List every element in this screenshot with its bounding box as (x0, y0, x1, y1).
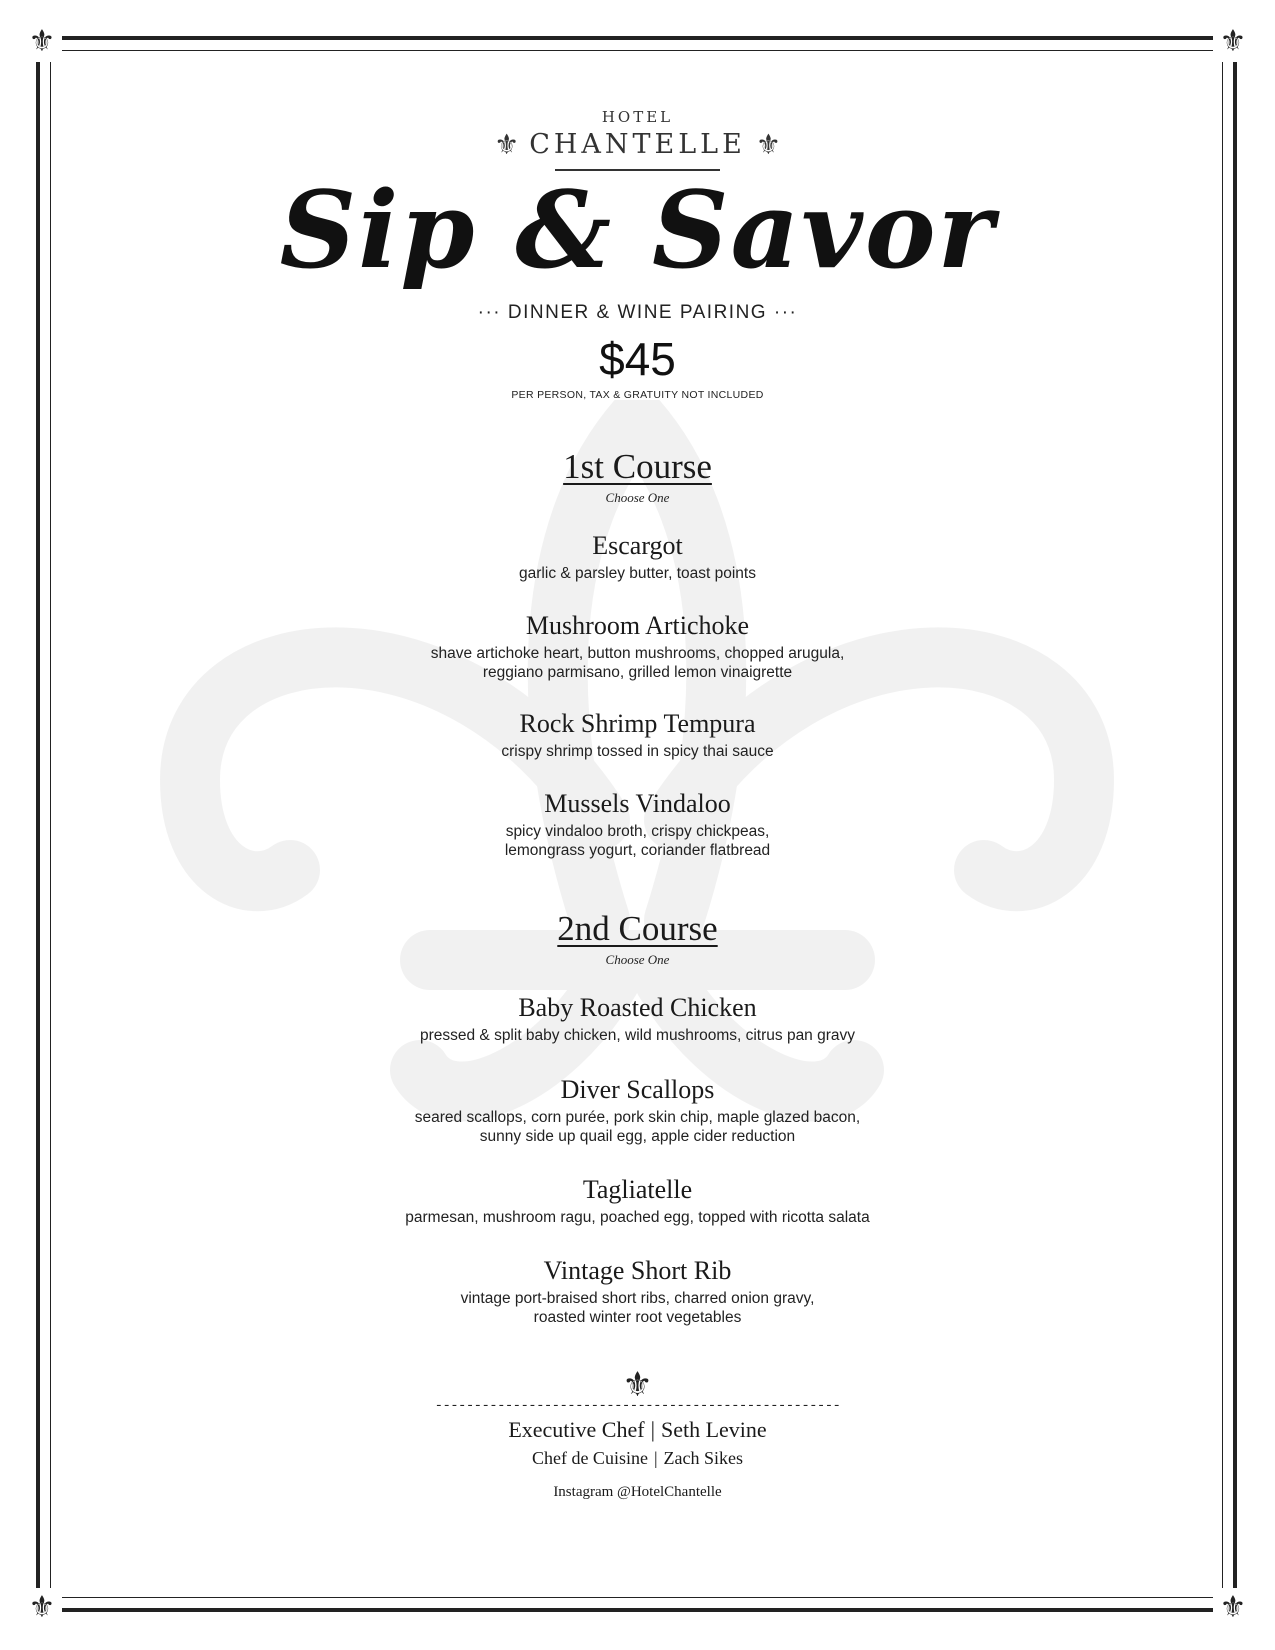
dashed-divider: ---------------------------------------------------- (434, 1398, 841, 1414)
dish-description: parmesan, mushroom ragu, poached egg, topped with ricotta salata (405, 1209, 870, 1226)
fleur-de-lis-icon: ⚜ (22, 1588, 62, 1628)
dish-description-line: vintage port-braised short ribs, charred onion gravy, (460, 1290, 815, 1307)
dish-description-line: reggiano parmisano, grilled lemon vinaigrette (482, 664, 793, 681)
credit-name: Zach Sikes (663, 1448, 744, 1468)
menu-item (0, 993, 1275, 1045)
dish-name: Diver Scallops (560, 1075, 715, 1104)
menu-item (0, 1256, 1275, 1327)
course-title: 1st Course (563, 447, 712, 486)
price-note: PER PERSON, TAX & GRATUITY NOT INCLUDED (511, 389, 764, 401)
dish-description (0, 1289, 1275, 1327)
dish-name: Escargot (592, 531, 683, 560)
dish-description: garlic & parsley butter, toast points (519, 565, 756, 582)
dish-description-line: roasted winter root vegetables (533, 1309, 742, 1326)
fleur-de-lis-icon: ⚜ (1213, 1588, 1253, 1628)
pairing-subtitle: ··· DINNER & WINE PAIRING ··· (477, 302, 798, 323)
fleur-de-lis-icon: ⚜ (494, 128, 520, 161)
fleur-de-lis-icon: ⚜ (22, 22, 62, 62)
dish-name: Mushroom Artichoke (525, 611, 750, 640)
dish-description: crispy shrimp tossed in spicy thai sauce (501, 743, 774, 760)
dish-name: Tagliatelle (582, 1175, 693, 1204)
dish-description-line: shave artichoke heart, button mushrooms, chopped arugula, (430, 645, 845, 662)
menu-item (0, 1175, 1275, 1227)
fleur-de-lis-icon: ⚜ (755, 128, 781, 161)
chef-de-cuisine-credit (0, 1448, 1275, 1469)
hotel-label: HOTEL (601, 108, 674, 126)
credit-name: Seth Levine (660, 1417, 767, 1442)
dish-name: Vintage Short Rib (543, 1256, 732, 1285)
menu-item (0, 1075, 1275, 1146)
executive-chef-credit (0, 1417, 1275, 1443)
menu-item (0, 789, 1275, 860)
credit-separator: | (653, 1448, 658, 1468)
credit-role: Executive Chef (508, 1417, 645, 1442)
dish-name: Rock Shrimp Tempura (519, 709, 756, 738)
dish-description-line: sunny side up quail egg, apple cider reduction (479, 1128, 796, 1145)
fleur-de-lis-icon: ⚜ (622, 1365, 653, 1405)
dish-description: pressed & split baby chicken, wild mushrooms, citrus pan gravy (419, 1027, 856, 1044)
dish-description (0, 822, 1275, 860)
dish-name: Mussels Vindaloo (544, 789, 731, 818)
price: $45 (599, 333, 676, 385)
menu-item (0, 611, 1275, 682)
dish-description-line: lemongrass yogurt, coriander flatbread (504, 842, 771, 859)
course-title: 2nd Course (557, 909, 718, 948)
instagram-handle: Instagram @HotelChantelle (553, 1484, 722, 1500)
fleur-de-lis-icon: ⚜ (1213, 22, 1253, 62)
course-subtitle: Choose One (605, 952, 670, 967)
dish-name: Baby Roasted Chicken (518, 993, 757, 1022)
dish-description (0, 644, 1275, 682)
menu-item (0, 531, 1275, 583)
course-subtitle: Choose One (605, 490, 670, 505)
menu-item (0, 709, 1275, 761)
dish-description (0, 1108, 1275, 1146)
credit-separator: | (650, 1417, 655, 1442)
hotel-logo (0, 108, 1275, 171)
dish-description-line: spicy vindaloo broth, crispy chickpeas, (505, 823, 770, 840)
event-title: Sip & Savor (279, 167, 996, 292)
dish-description-line: seared scallops, corn purée, pork skin chip, maple glazed bacon, (414, 1109, 861, 1126)
credit-role: Chef de Cuisine (531, 1448, 648, 1468)
hotel-name: CHANTELLE (529, 129, 746, 160)
